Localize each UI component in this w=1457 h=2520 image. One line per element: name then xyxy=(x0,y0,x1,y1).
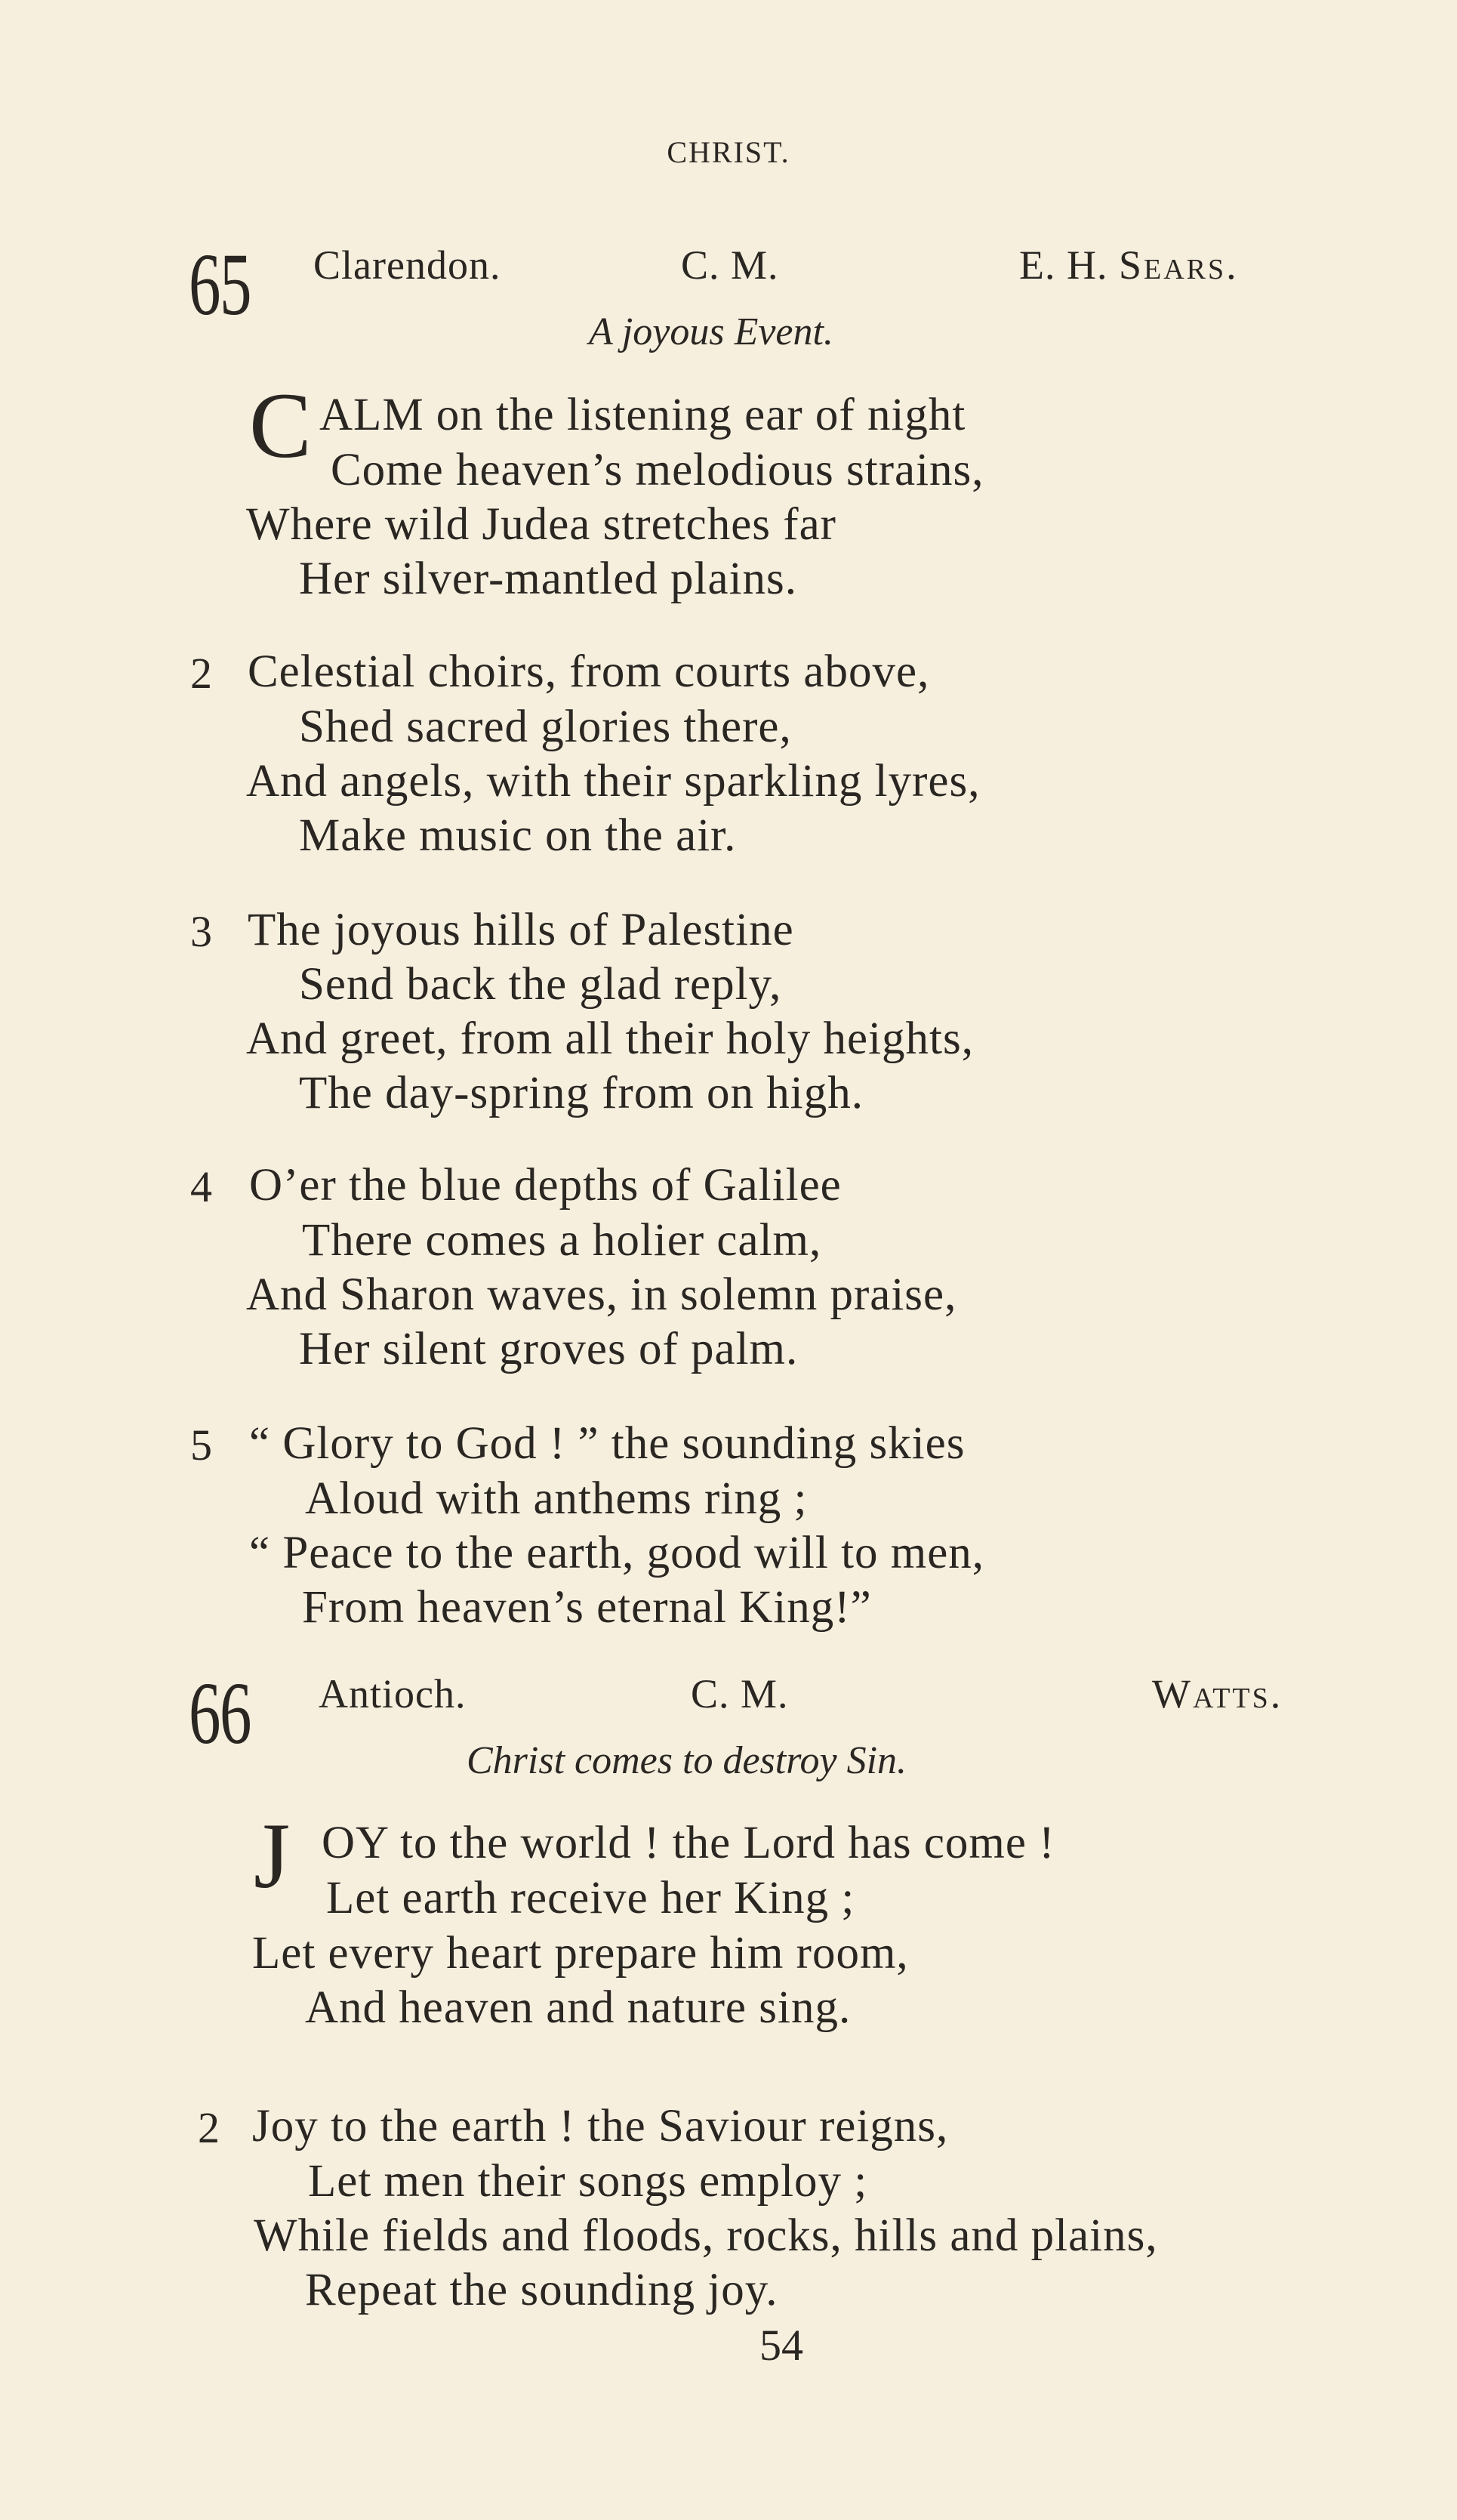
verse-line: Let earth receive her King ; xyxy=(326,1873,855,1923)
verse-line: And heaven and nature sing. xyxy=(305,1982,852,2033)
verse-line: Her silver-mantled plains. xyxy=(299,554,798,604)
verse-line: Make music on the air. xyxy=(299,810,737,861)
verse-line: Joy to the earth ! the Saviour reigns, xyxy=(252,2101,949,2151)
hymn-subtitle: A joyous Event. xyxy=(589,310,833,353)
verse-line: There comes a holier calm, xyxy=(302,1215,822,1266)
running-head: CHRIST. xyxy=(667,135,790,169)
verse-line: Let every heart prepare him room, xyxy=(252,1928,909,1979)
verse-number: 3 xyxy=(190,907,212,956)
tune-name: Clarendon. xyxy=(313,242,501,288)
tune-name: Antioch. xyxy=(319,1671,467,1716)
verse-line: From heaven’s eternal King!” xyxy=(302,1582,872,1633)
verse-number: 2 xyxy=(198,2103,220,2152)
verse-line: Let men their songs employ ; xyxy=(308,2156,868,2207)
verse-line: Where wild Judea stretches far xyxy=(246,499,836,550)
meter: C. M. xyxy=(691,1671,789,1716)
hymn-number: 66 xyxy=(189,1664,251,1763)
verse-number: 2 xyxy=(190,649,212,698)
verse-line: Come heaven’s melodious strains, xyxy=(331,445,984,495)
meter: C. M. xyxy=(681,242,779,288)
page-number: 54 xyxy=(759,2321,803,2370)
verse-line: Her silent groves of palm. xyxy=(299,1324,799,1374)
verse-number: 5 xyxy=(190,1420,212,1470)
author-initials: E. H. xyxy=(1019,242,1108,288)
verse-line: The joyous hills of Palestine xyxy=(248,905,794,955)
drop-cap: C xyxy=(249,374,312,477)
hymn-number: 65 xyxy=(189,235,251,334)
verse-line: Celestial choirs, from courts above, xyxy=(248,646,930,697)
author xyxy=(1152,1670,1283,1717)
verse-line: ALM on the listening ear of night xyxy=(319,390,966,440)
verse-line: While fields and floods, rocks, hills and plains, xyxy=(254,2210,1158,2261)
author-surname: Watts. xyxy=(1152,1671,1283,1716)
verse-line: O’er the blue depths of Galilee xyxy=(249,1160,842,1211)
verse-line: Repeat the sounding joy. xyxy=(305,2265,778,2315)
author-surname: Sears. xyxy=(1118,242,1239,288)
verse-line: And Sharon waves, in solemn praise, xyxy=(246,1269,957,1320)
author xyxy=(1019,242,1239,288)
drop-cap: J xyxy=(254,1804,291,1908)
verse-line: Aloud with anthems ring ; xyxy=(305,1473,808,1524)
verse-line: “ Peace to the earth, good will to men, xyxy=(249,1528,985,1578)
verse-number: 4 xyxy=(190,1162,212,1211)
verse-line: OY to the world ! the Lord has come ! xyxy=(322,1818,1055,1868)
verse-line: And greet, from all their holy heights, xyxy=(246,1013,974,1064)
verse-line: “ Glory to God ! ” the sounding skies xyxy=(249,1418,966,1469)
hymn-subtitle: Christ comes to destroy Sin. xyxy=(467,1739,907,1782)
verse-line: And angels, with their sparkling lyres, xyxy=(246,756,981,807)
verse-line: The day-spring from on high. xyxy=(299,1068,864,1118)
verse-line: Send back the glad reply, xyxy=(299,959,782,1010)
verse-line: Shed sacred glories there, xyxy=(299,702,792,752)
